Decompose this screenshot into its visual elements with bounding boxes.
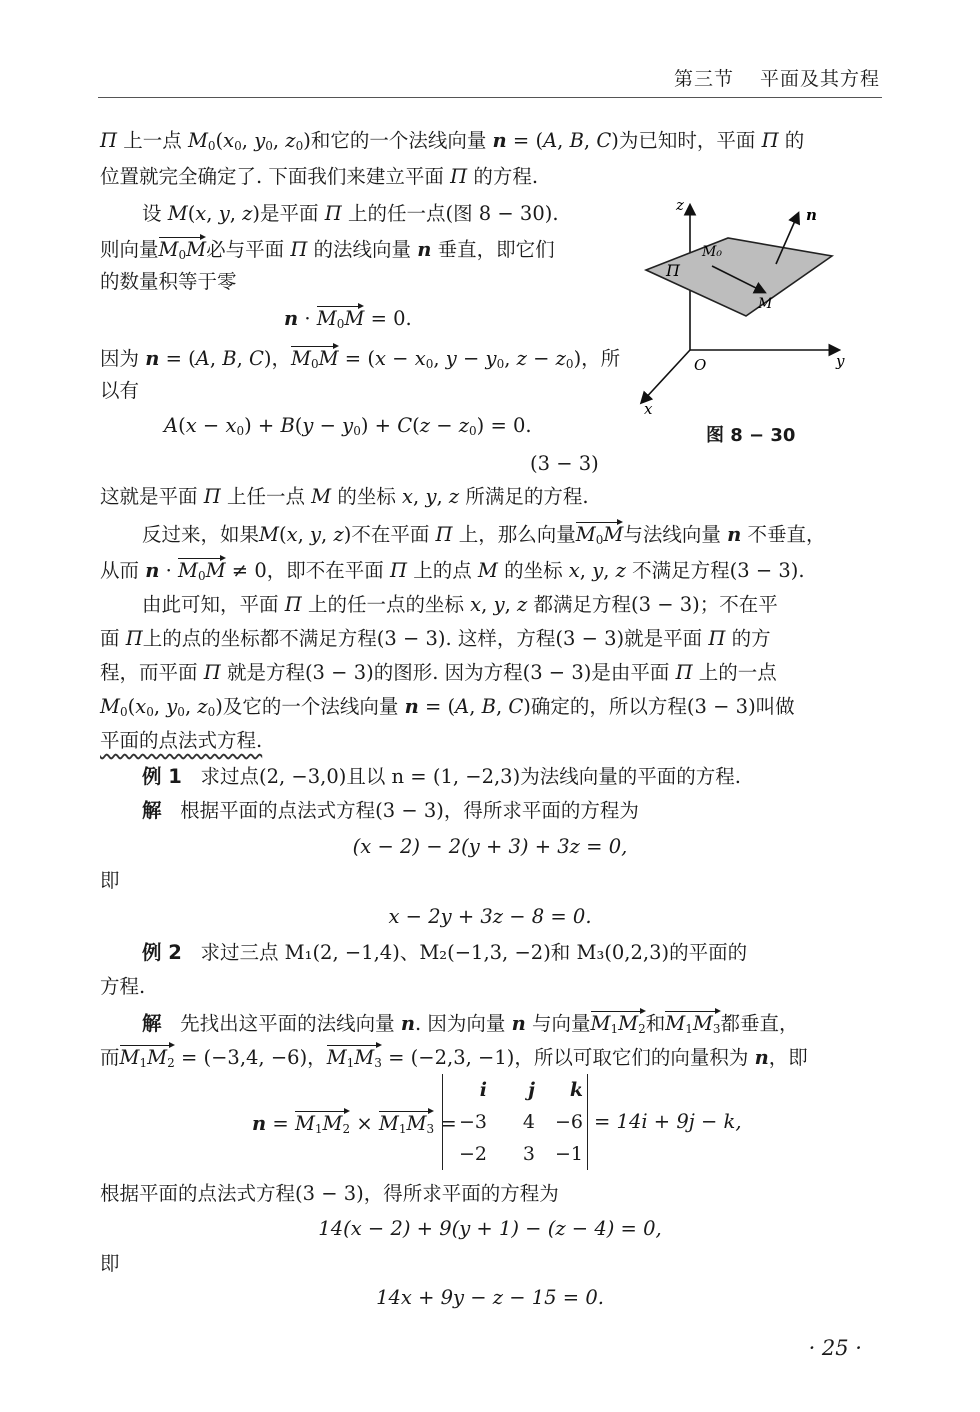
equation-3-3: $A(x - x_0) + B(y - y_0) + C(z - z_0) = 0$.	[164, 414, 532, 438]
determinant	[442, 1074, 588, 1170]
example-2-line5: 根据平面的点法式方程(3 − 3)，得所求平面的方程为	[100, 1182, 559, 1205]
text-line-6: 因为 n = (A, B, C)，$M_0M = (x - x_0$, $y - y_0$, $z - z_0$)，所	[100, 343, 620, 378]
page-number: · 25 ·	[808, 1336, 862, 1360]
x-axis	[642, 350, 690, 402]
example-2-line4: 而$M_1M_2 = (-3,4$, −6)，$M_1M_3 = (-2,3$, −1)，所以可取它们的向量积为 n，即	[100, 1042, 808, 1077]
text-line-13: 程，而平面 Π 就是方程(3 − 3)的图形. 因为方程(3 − 3)是由平面 Π 上的一点	[100, 661, 777, 684]
text-line-9: 反过来，如果M(x, y, z)不在平面 Π 上，那么向量$M_0M$与法线向量 n 不垂直，	[142, 519, 825, 554]
det-cell: −1	[554, 1143, 583, 1165]
text-line-11: 由此可知，平面 Π 上的任一点的坐标 x, y, z 都满足方程(3 − 3)；不在平	[142, 593, 778, 616]
det-cell: 4	[522, 1111, 535, 1133]
example-1-ji: 即	[100, 869, 120, 892]
example-2-line2: 方程.	[100, 975, 146, 998]
running-header	[674, 64, 880, 91]
example-1-solution: 解 根据平面的点法式方程(3 − 3)，得所求平面的方程为	[142, 799, 639, 822]
example-2-eq3: 14(x − 2) + 9(y + 1) − (z − 4) = 0,	[318, 1217, 662, 1240]
det-cell: 3	[522, 1143, 535, 1165]
example-2-eq4: 14x + 9y − z − 15 = 0.	[376, 1286, 604, 1309]
text-line-5: 的数量积等于零	[100, 270, 237, 293]
m-label: M	[758, 296, 773, 312]
cross-product-result: = 14i + 9j − k,	[594, 1110, 742, 1133]
figure-caption: 图 8 − 30	[706, 425, 796, 446]
text-line-10: 从而 $n \cdot M_0M \ne 0$，即不在平面 Π 上的点 M 的坐标 x, y, z 不满足方程(3 − 3).	[100, 555, 805, 590]
defined-term: 平面的点法式方程.	[100, 729, 263, 752]
header-section: 第三节	[673, 68, 734, 90]
equation-dot: $n \cdot M_0M = 0$.	[284, 303, 412, 338]
equation-number: (3 − 3)	[530, 452, 599, 475]
det-cell: −2	[458, 1143, 487, 1165]
text-line-2: 位置就完全确定了. 下面我们来建立平面 Π 的方程.	[100, 165, 539, 188]
example-2: 例 2 求过三点 M₁(2, −1,4)、M₂(−1,3, −2)和 M₃(0,2,3)的平面的	[142, 941, 748, 964]
y-label: y	[836, 352, 845, 370]
det-cell: −6	[554, 1111, 583, 1133]
text-line-8: 这就是平面 Π 上任一点 M 的坐标 x, y, z 所满足的方程.	[100, 485, 589, 508]
text-line-3: 设 M(x, y, z)是平面 Π 上的任一点(图 8 − 30).	[142, 202, 559, 225]
cross-product-lhs: $n = M_1M_2 \times M_1M_3$ =	[252, 1108, 457, 1143]
text-line-14: $M_0(x_0$, $y_0$, $z_0$)及它的一个法线向量 n = (A, B, C)确定的，所以方程(3 − 3)叫做	[100, 695, 795, 719]
text-line-4: 则向量$M_0M$必与平面 Π 的法线向量 n 垂直，即它们	[100, 234, 555, 269]
n-label: n	[806, 206, 817, 224]
m0-label: M₀	[702, 244, 722, 260]
z-label: z	[676, 196, 684, 214]
pi-label: Π	[666, 261, 680, 280]
det-cell: k	[569, 1079, 583, 1101]
text-line-15	[100, 727, 262, 755]
origin-label: O	[694, 356, 707, 374]
text-line-1: Π 上一点 $M_0(x_0$, $y_0$, $z_0$)和它的一个法线向量 n = (A, B, C)为已知时，平面 Π 的	[100, 129, 805, 153]
figure-8-30	[630, 192, 850, 452]
example-2-ji: 即	[100, 1252, 120, 1275]
det-cell: −3	[458, 1111, 487, 1133]
det-cell: i	[479, 1079, 487, 1101]
example-2-solution: 解 先找出这平面的法线向量 n. 因为向量 n 与向量$M_1M_2$和$M_1M_3$都垂直，	[142, 1008, 799, 1043]
example-1-eq2: x − 2y + 3z − 8 = 0.	[388, 905, 592, 928]
text-line-12: 面 Π上的点的坐标都不满足方程(3 − 3). 这样，方程(3 − 3)就是平面 Π 的方	[100, 627, 771, 650]
header-title: 平面及其方程	[759, 68, 880, 90]
text-line-7: 以有	[100, 379, 140, 402]
example-1: 例 1 求过点(2, −3,0)且以 n = (1, −2,3)为法线向量的平面的方程.	[142, 765, 741, 788]
header-rule	[98, 97, 882, 98]
det-cell: j	[528, 1079, 535, 1101]
x-label: x	[644, 400, 653, 418]
example-1-eq1: (x − 2) − 2(y + 3) + 3z = 0,	[352, 835, 628, 858]
